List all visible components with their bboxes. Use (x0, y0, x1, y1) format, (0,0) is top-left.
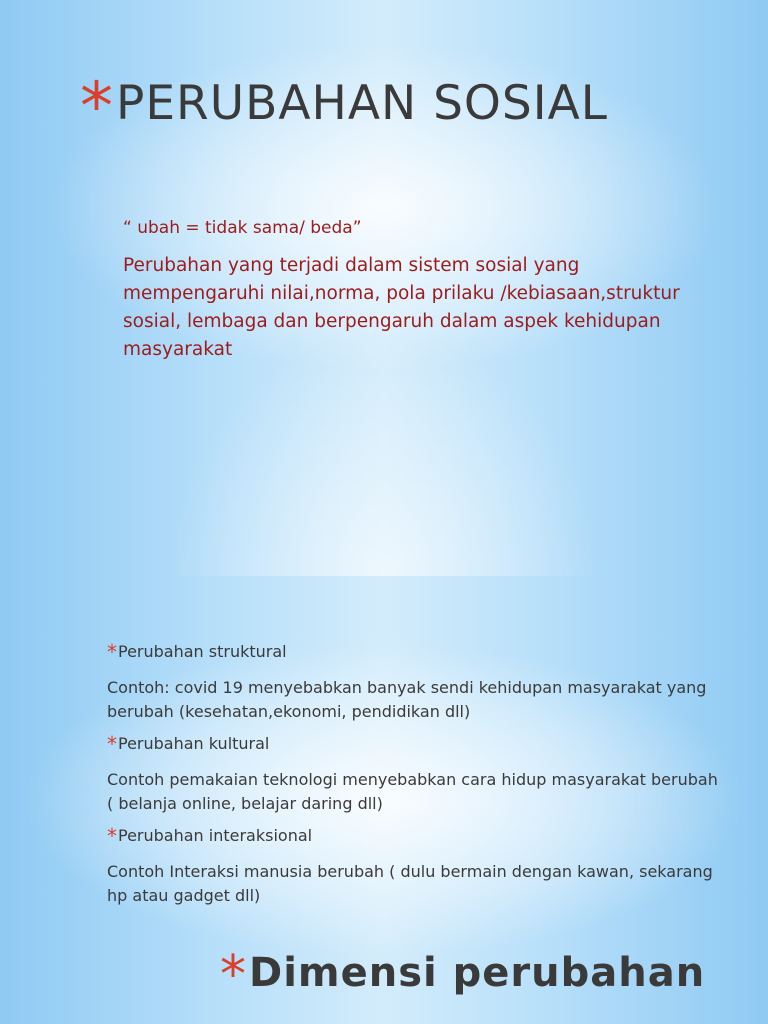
slide-title (80, 68, 608, 145)
definition-paragraph: Perubahan yang terjadi dalam sistem sosial yang mempengaruhi nilai,norma, pola prilaku /kebiasaan,struktur sosial, lembaga dan berpengaruh dalam aspek kehidupan masyarakat (123, 255, 680, 360)
slide-title-text: PERUBAHAN SOSIAL (116, 76, 608, 131)
section-title (220, 945, 706, 1005)
change-types-list (107, 640, 727, 916)
asterisk-bullet-icon: * (107, 824, 117, 848)
definition-quote: “ ubah = tidak sama/ beda” (123, 218, 362, 238)
heading-text: Perubahan interaksional (118, 826, 313, 845)
asterisk-bullet-icon: * (80, 68, 114, 145)
slide-2 (0, 576, 768, 1024)
list-item-heading (107, 640, 727, 664)
section-title-text: Dimensi perubahan (249, 950, 706, 996)
list-item-heading (107, 732, 727, 756)
list-item-description: Contoh: covid 19 menyebabkan banyak sendi kehidupan masyarakat yang berubah (kesehatan,ekonomi, pendidikan dll) (107, 678, 707, 721)
list-item-description: Contoh Interaksi manusia berubah ( dulu bermain dengan kawan, sekarang hp atau gadget dll) (107, 862, 713, 905)
list-item-heading (107, 824, 727, 848)
heading-text: Perubahan kultural (118, 734, 270, 753)
asterisk-bullet-icon: * (107, 732, 117, 756)
asterisk-bullet-icon: * (220, 945, 247, 1005)
asterisk-bullet-icon: * (107, 640, 117, 664)
list-item-description: Contoh pemakaian teknologi menyebabkan cara hidup masyarakat berubah ( belanja online, belajar daring dll) (107, 770, 718, 813)
heading-text: Perubahan struktural (118, 642, 287, 661)
